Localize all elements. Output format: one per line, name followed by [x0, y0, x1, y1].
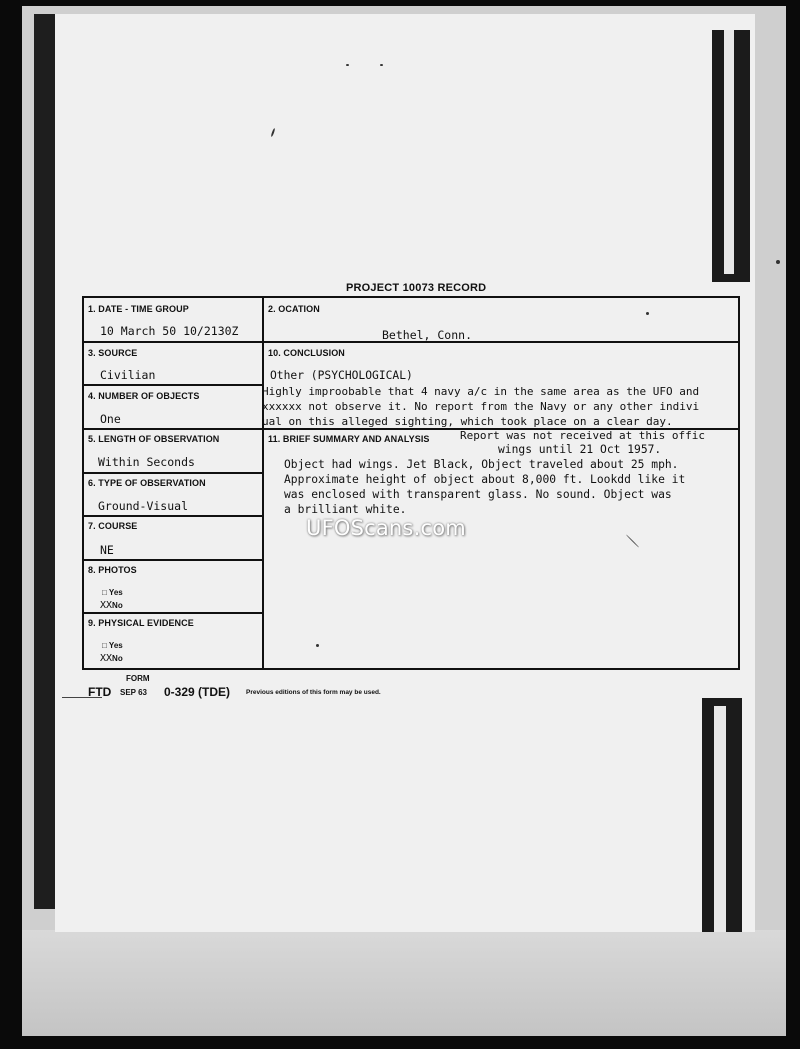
- evidence-yes-option: [102, 641, 123, 650]
- watermark: UFOScans.com: [306, 516, 466, 540]
- photos-no-mark: XX: [100, 600, 113, 611]
- checkbox-icon: □: [102, 641, 107, 650]
- row-divider: [82, 515, 262, 517]
- type-obs-label: 6. TYPE OF OBSERVATION: [88, 478, 206, 488]
- photos-yes-label: Yes: [108, 588, 123, 597]
- photos-yes-option: [102, 588, 123, 597]
- dust-speck: [380, 64, 383, 66]
- checkbox-icon: □: [102, 588, 107, 597]
- row-divider: [82, 612, 262, 614]
- photos-no-label: No: [112, 601, 123, 610]
- form-note: Previous editions of this form may be used.: [246, 689, 381, 696]
- summary-line: Object had wings. Jet Black, Object traveled about 25 mph.: [284, 458, 679, 471]
- length-obs-label: 5. LENGTH OF OBSERVATION: [88, 434, 220, 444]
- summary-line: was enclosed with transparent glass. No sound. Object was: [284, 488, 672, 501]
- type-obs-value: Ground-Visual: [98, 499, 189, 513]
- edge-mark-bottom: [702, 698, 742, 932]
- row-divider: [82, 384, 262, 386]
- source-label: 3. SOURCE: [88, 348, 138, 358]
- summary-label: 11. BRIEF SUMMARY AND ANALYSIS: [268, 434, 430, 444]
- dust-speck: [776, 260, 780, 264]
- conclusion-line: Highly improobable that 4 navy a/c in the same area as the UFO and: [262, 385, 700, 398]
- form-word: FORM: [126, 674, 150, 683]
- source-value: Civilian: [100, 368, 156, 382]
- num-objects-value: One: [100, 412, 121, 426]
- form-title: PROJECT 10073 RECORD: [346, 282, 487, 294]
- form-number: 0-329 (TDE): [164, 685, 231, 699]
- summary-line: Approximate height of object about 8,000 ft. Lookdd like it: [284, 473, 686, 486]
- photos-label: 8. PHOTOS: [88, 565, 137, 575]
- edge-mark-top: [712, 30, 750, 282]
- conclusion-label: 10. CONCLUSION: [268, 348, 345, 358]
- conclusion-line: Other (PSYCHOLOGICAL): [270, 369, 413, 382]
- photos-no-option: [100, 600, 123, 611]
- num-objects-label: 4. NUMBER OF OBJECTS: [88, 391, 200, 401]
- summary-line: Report was not received at this offic: [460, 429, 706, 442]
- evidence-no-mark: XX: [100, 653, 113, 664]
- location-label: 2. OCATION: [268, 304, 320, 314]
- length-obs-value: Within Seconds: [98, 455, 195, 469]
- summary-line: a brilliant white.: [284, 503, 407, 516]
- evidence-no-label: No: [112, 654, 123, 663]
- conclusion-line: xxxxxx not observe it. No report from the Navy or any other indivi: [262, 400, 700, 413]
- row-divider: [82, 472, 262, 474]
- date-time-value: 10 March 50 10/2130Z: [100, 324, 239, 338]
- dust-speck: [346, 64, 349, 66]
- location-value: Bethel, Conn.: [382, 328, 473, 342]
- summary-line: wings until 21 Oct 1957.: [498, 443, 662, 456]
- date-time-label: 1. DATE - TIME GROUP: [88, 304, 189, 314]
- course-value: NE: [100, 543, 114, 557]
- conclusion-line: ual on this alleged sighting, which took place on a clear day.: [262, 415, 673, 428]
- evidence-yes-label: Yes: [108, 641, 123, 650]
- form-date-code: SEP 63: [120, 688, 147, 697]
- column-divider: [262, 296, 264, 670]
- course-label: 7. COURSE: [88, 521, 138, 531]
- form-ftd: FTD: [88, 685, 112, 699]
- evidence-no-option: [100, 653, 123, 664]
- scan-bottom-area: [22, 930, 786, 1036]
- row-divider: [82, 559, 262, 561]
- physical-evidence-label: 9. PHYSICAL EVIDENCE: [88, 618, 194, 628]
